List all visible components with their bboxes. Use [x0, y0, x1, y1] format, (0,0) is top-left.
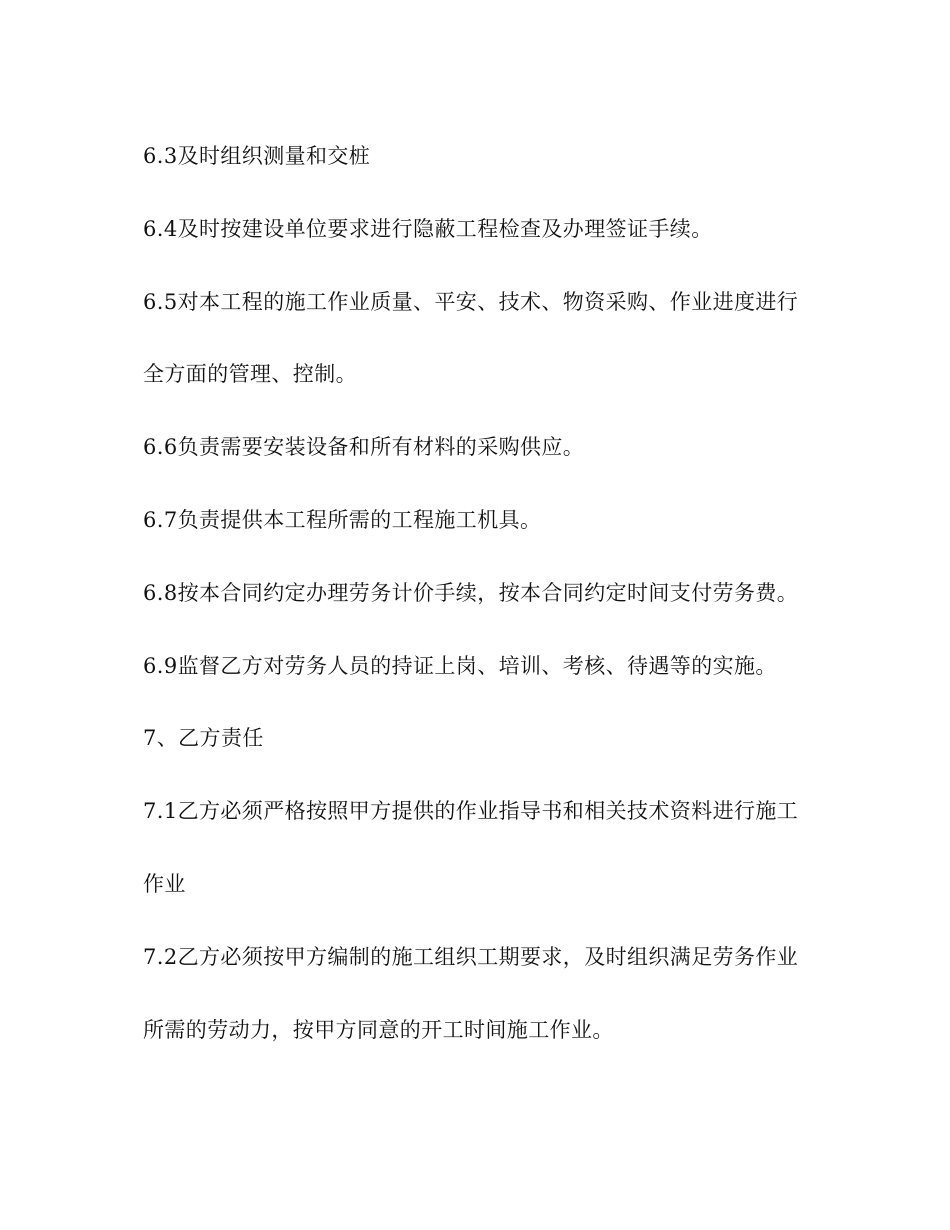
- clause-7-2-line-1: 7.2乙方必须按甲方编制的施工组织工期要求，及时组织满足劳务作业: [143, 944, 799, 969]
- document-body: [143, 138, 823, 1048]
- section-7-heading: 7、乙方责任: [143, 726, 264, 751]
- clause-7-1-line-1: 7.1乙方必须严格按照甲方提供的作业指导书和相关技术资料进行施工: [143, 799, 799, 824]
- clause-6-5-line-1: 6.5对本工程的施工作业质量、平安、技术、物资采购、作业进度进行: [143, 289, 799, 314]
- clause-6-5-line-2: 全方面的管理、控制。: [143, 362, 357, 387]
- clause-6-6: 6.6负责需要安装设备和所有材料的采购供应。: [143, 435, 585, 460]
- clause-7-1-line-2: 作业: [143, 871, 186, 896]
- clause-7-2-line-2: 所需的劳动力，按甲方同意的开工时间施工作业。: [143, 1017, 614, 1042]
- clause-6-9: 6.9监督乙方对劳务人员的持证上岗、培训、考核、待遇等的实施。: [143, 653, 777, 678]
- clause-6-3: 6.3及时组织测量和交桩: [143, 144, 371, 168]
- clause-6-7: 6.7负责提供本工程所需的工程施工机具。: [143, 507, 542, 532]
- clause-6-8: 6.8按本合同约定办理劳务计价手续，按本合同约定时间支付劳务费。: [143, 580, 799, 605]
- clause-6-4: 6.4及时按建设单位要求进行隐蔽工程检查及办理签证手续。: [143, 216, 713, 241]
